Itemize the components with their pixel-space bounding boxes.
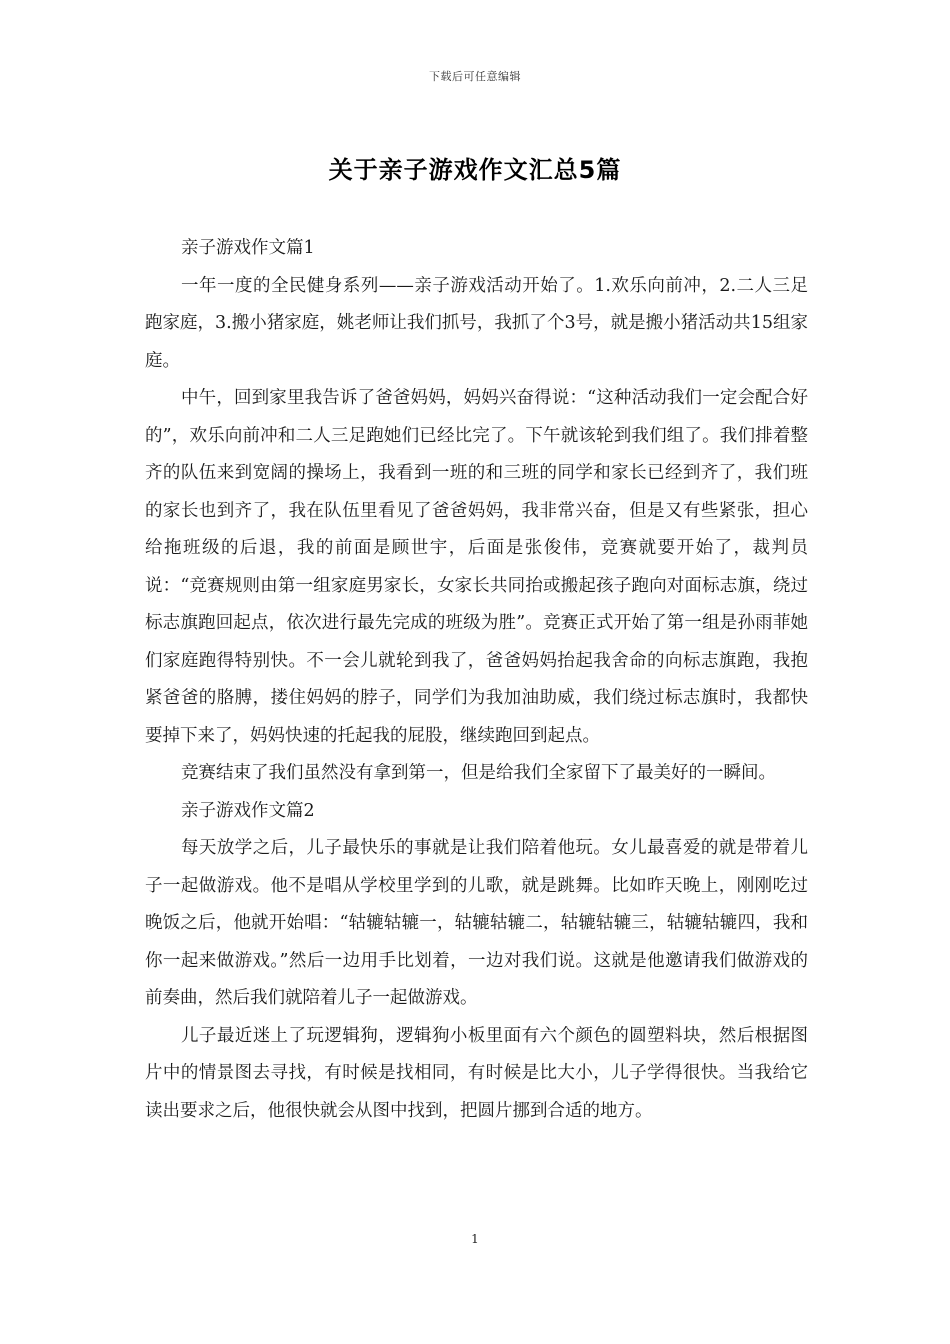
paragraph: 每天放学之后，儿子最快乐的事就是让我们陪着他玩。女儿最喜爱的就是带着儿子一起做游戏。他不是唱从学校里学到的儿歌，就是跳舞。比如昨天晚上，刚刚吃过晚饭之后，他就开始唱：“轱辘轱辘一，轱辘轱辘二，轱辘轱辘三，轱辘轱辘四，我和你一起来做游戏。”然后一边用手比划着，一边对我们说。这就是他邀请我们做游戏的前奏曲，然后我们就陪着儿子一起做游戏。 [145, 838, 808, 1008]
paragraph: 一年一度的全民健身系列——亲子游戏活动开始了。1.欢乐向前冲，2.二人三足跑家庭，3.搬小猪家庭，姚老师让我们抓号，我抓了个3号，就是搬小猪活动共15组家庭。 [145, 275, 808, 371]
page-number: 1 [471, 1232, 479, 1246]
paragraph: 儿子最近迷上了玩逻辑狗，逻辑狗小板里面有六个颜色的圆塑料块，然后根据图片中的情景图去寻找，有时候是找相同，有时候是比大小，儿子学得很快。当我给它读出要求之后，他很快就会从图中找到，把圆片挪到合适的地方。 [145, 1025, 808, 1121]
paragraph: 中午，回到家里我告诉了爸爸妈妈，妈妈兴奋得说：“这种活动我们一定会配合好的”，欢乐向前冲和二人三足跑她们已经比完了。下午就该轮到我们组了。我们排着整齐的队伍来到宽阔的操场上，我看到一班的和三班的同学和家长已经到齐了，我们班的家长也到齐了，我在队伍里看见了爸爸妈妈，我非常兴奋，但是又有些紧张，担心给拖班级的后退，我的前面是顾世宇，后面是张俊伟，竞赛就要开始了，裁判员说：“竞赛规则由第一组家庭男家长，女家长共同抬或搬起孩子跑向对面标志旗，绕过标志旗跑回起点，依次进行最先完成的班级为胜”。竞赛正式开始了第一组是孙雨菲她们家庭跑得特别快。不一会儿就轮到我了，爸爸妈妈抬起我舍命的向标志旗跑，我抱紧爸爸的胳膊，搂住妈妈的脖子，同学们为我加油助威，我们绕过标志旗时，我都快要掉下来了，妈妈快速的托起我的屁股，继续跑回到起点。 [145, 388, 808, 746]
section-heading: 亲子游戏作文篇1 [181, 238, 315, 258]
document-title: 关于亲子游戏作文汇总5篇 [328, 156, 622, 184]
section-heading: 亲子游戏作文篇2 [181, 800, 315, 821]
paragraph: 竞赛结束了我们虽然没有拿到第一，但是给我们全家留下了最美好的一瞬间。 [181, 763, 776, 783]
document-body [145, 230, 808, 1130]
header-note: 下载后可任意编辑 [429, 70, 521, 83]
